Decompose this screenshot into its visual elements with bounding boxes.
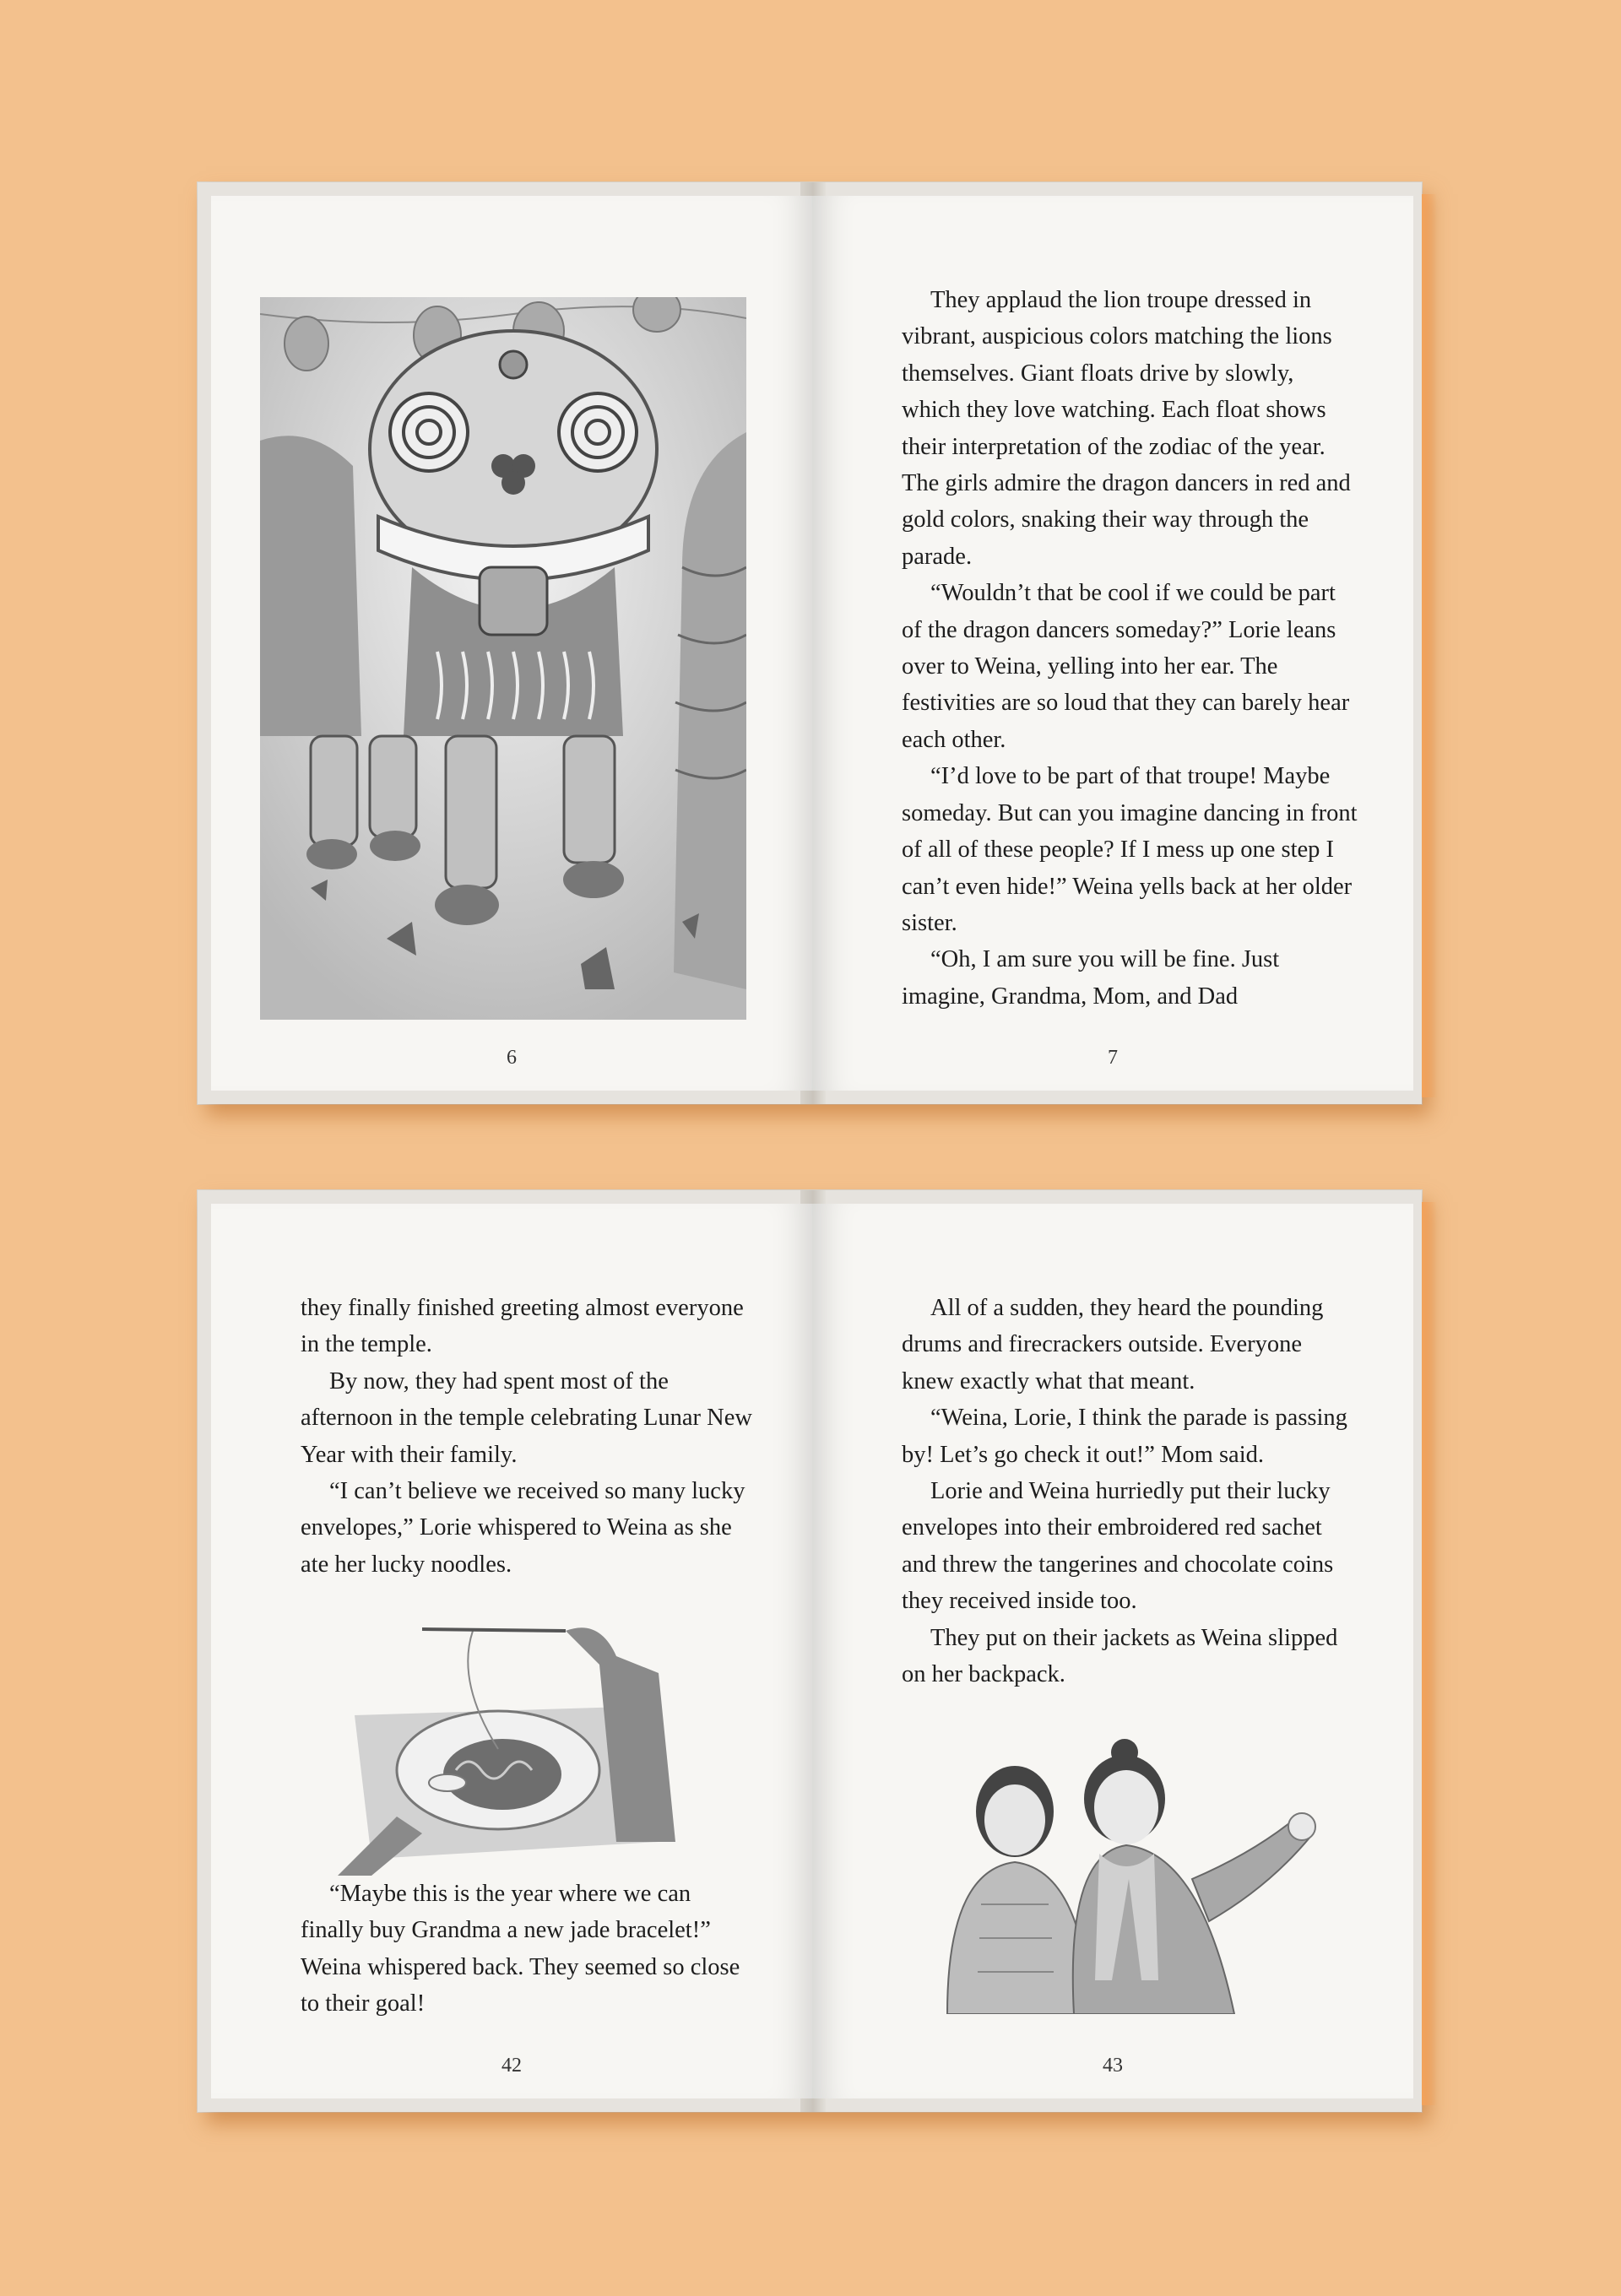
- paragraph: By now, they had spent most of the afternoon in the temple celebrating Lunar New Year with their family.: [301, 1367, 752, 1468]
- page-number: 43: [1103, 2055, 1123, 2077]
- body-text: [301, 1290, 756, 1583]
- page-6: [211, 196, 812, 1091]
- sisters-illustration: [914, 1736, 1319, 2014]
- page-number: 7: [1108, 1047, 1118, 1069]
- body-text: [301, 1876, 756, 2023]
- book-spread-bottom: [198, 1190, 1422, 2112]
- page-42: [211, 1204, 812, 2098]
- lion-dance-illustration: [260, 297, 746, 1020]
- noodle-bowl-illustration: [321, 1622, 692, 1876]
- paragraph: “Maybe this is the year where we can finally buy Grandma a new jade bracelet!” Weina whispered back. They seemed so close to their goal!: [301, 1881, 740, 2017]
- paragraph: All of a sudden, they heard the pounding drums and firecrackers outside. Everyone knew exactly what that meant.: [902, 1295, 1324, 1394]
- paragraph: They put on their jackets as Weina slipped on her backpack.: [902, 1624, 1338, 1688]
- paragraph: “I’d love to be part of that troupe! Maybe someday. But can you imagine dancing in front of all of these people? If I mess up one step I can’t even hide!” Weina yells back at her older sister.: [902, 763, 1358, 936]
- paragraph: “Oh, I am sure you will be fine. Just imagine, Grandma, Mom, and Dad: [902, 946, 1280, 1010]
- paragraph: “Weina, Lorie, I think the parade is passing by! Let’s go check it out!” Mom said.: [902, 1405, 1347, 1468]
- paragraph: they finally finished greeting almost everyone in the temple.: [301, 1295, 744, 1358]
- paragraph: “Wouldn’t that be cool if we could be part of the dragon dancers someday?” Lorie leans over to Weina, yelling into her ear. The festivities are so loud that they can barely hear each other.: [902, 580, 1350, 753]
- body-text: [902, 282, 1358, 1015]
- page-43: [812, 1204, 1413, 2098]
- paragraph: They applaud the lion troupe dressed in vibrant, auspicious colors matching the lions themselves. Giant floats drive by slowly, which they love watching. Each float shows their interpretation of the zodiac of the year. The girls admire the dragon dancers in red and gold colors, snaking their way through the parade.: [902, 287, 1351, 570]
- paragraph: Lorie and Weina hurriedly put their lucky envelopes into their embroidered red sachet and threw the tangerines and chocolate coins they received inside too.: [902, 1478, 1334, 1615]
- book-spread-top: [198, 182, 1422, 1104]
- page-number: 6: [507, 1047, 517, 1069]
- page-7: [812, 196, 1413, 1091]
- page-number: 42: [501, 2055, 522, 2077]
- paragraph: “I can’t believe we received so many lucky envelopes,” Lorie whispered to Weina as she ate her lucky noodles.: [301, 1478, 745, 1578]
- body-text: [902, 1290, 1358, 1692]
